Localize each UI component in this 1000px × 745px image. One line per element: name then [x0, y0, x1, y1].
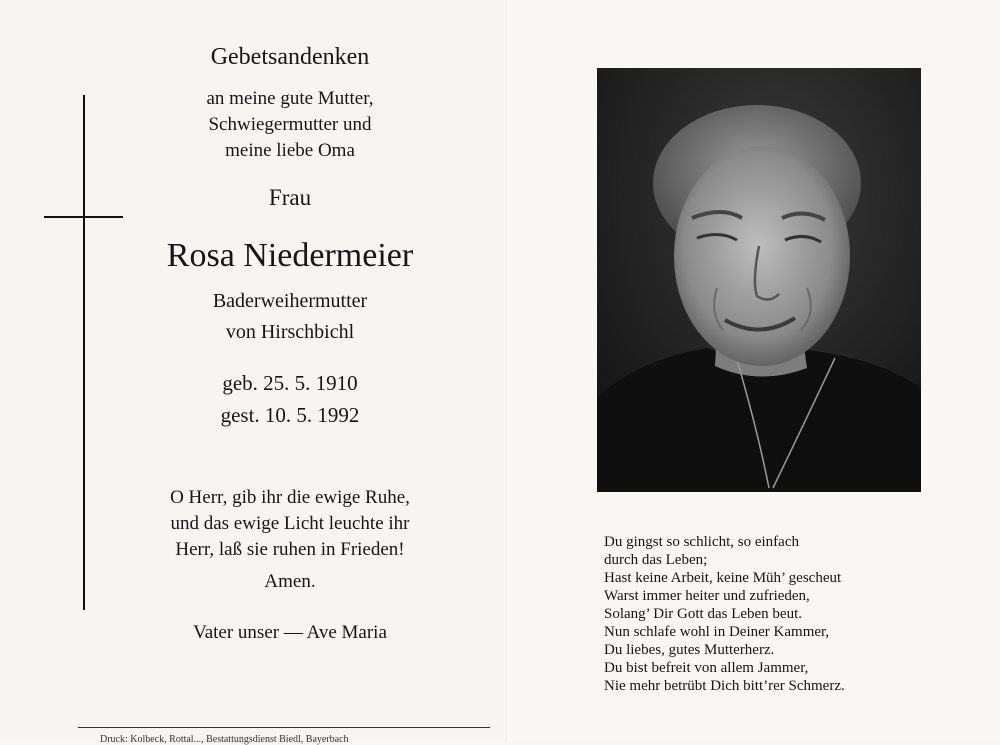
memorial-poem — [604, 533, 845, 695]
card-title: Gebetsandenken — [210, 44, 370, 70]
prayer-line: Herr, laß sie ruhen in Frieden! — [175, 539, 405, 560]
prayer-text — [80, 485, 500, 563]
descriptor-line: Baderweihermutter — [212, 290, 368, 312]
salutation: Frau — [268, 185, 312, 210]
poem-line: Du gingst so schlicht, so einfach — [604, 534, 799, 550]
life-dates — [80, 367, 500, 431]
poem-line: Solang’ Dir Gott das Leben beut. — [604, 606, 803, 622]
descriptor — [80, 286, 500, 348]
poem-line: Nie mehr betrübt Dich bitt’rer Schmerz. — [604, 678, 845, 694]
poem-line: Du bist befreit von allem Jammer, — [604, 660, 809, 676]
poem-line: Hast keine Arbeit, keine Müh’ gescheut — [604, 570, 842, 586]
fold-line — [506, 0, 508, 741]
poem-line: Nun schlafe wohl in Deiner Kammer, — [604, 624, 830, 640]
descriptor-line: von Hirschbichl — [225, 321, 355, 343]
dedication — [80, 86, 500, 164]
deceased-name: Rosa Niedermeier — [166, 237, 414, 274]
portrait-illustration — [597, 68, 921, 492]
cross-icon-horizontal — [44, 216, 123, 218]
dedication-line: an meine gute Mutter, — [206, 88, 374, 109]
amen: Amen. — [264, 571, 316, 592]
prayer-line: O Herr, gib ihr die ewige Ruhe, — [170, 487, 410, 508]
birth-date: geb. 25. 5. 1910 — [222, 371, 358, 395]
death-date: gest. 10. 5. 1992 — [220, 403, 360, 427]
dedication-line: meine liebe Oma — [225, 140, 355, 161]
poem-line: durch das Leben; — [604, 552, 708, 568]
portrait-photo — [597, 68, 921, 492]
poem-line: Du liebes, gutes Mutterherz. — [604, 642, 775, 658]
poem-line: Warst immer heiter und zufrieden, — [604, 588, 810, 604]
prayer-line: und das ewige Licht leuchte ihr — [170, 513, 410, 534]
prayer-closing: Vater unser — Ave Maria — [193, 622, 387, 643]
footer-rule — [78, 727, 490, 728]
dedication-line: Schwiegermutter und — [208, 114, 372, 135]
printer-credit: Druck: Kolbeck, Rottal..., Bestattungsdienst Biedl, Bayerbach — [100, 734, 349, 745]
